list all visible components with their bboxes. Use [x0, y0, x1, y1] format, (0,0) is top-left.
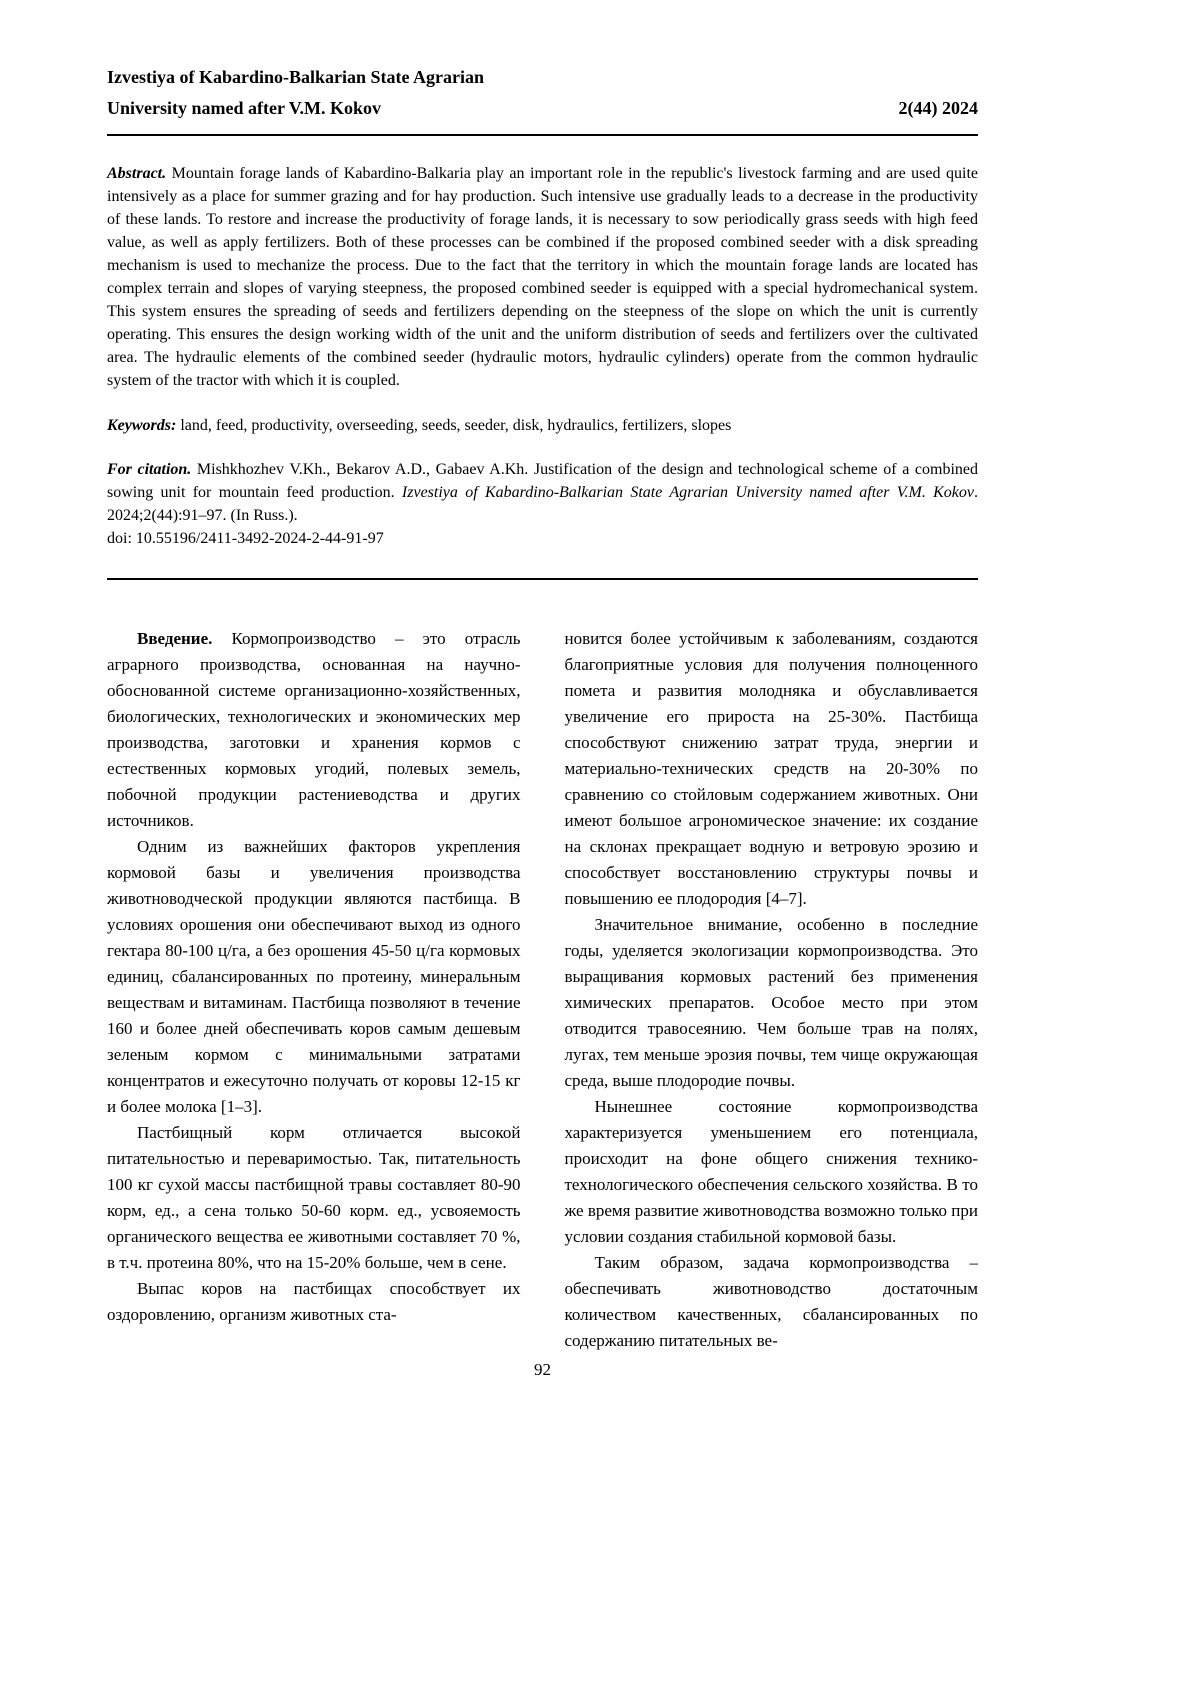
paragraph: Значительное внимание, особенно в последние годы, уделяется экологизации кормопроизводства. Это выращивания кормовых растений без применения химических препаратов. Особое место при этом отводится травосеянию. Чем больше трав на полях, лугах, тем меньше эрозия почвы, тем чище окружающая среда, выше плодородие почвы. [564, 915, 978, 1090]
citation-tail-text: . 2024;2(44):91–97. (In Russ.). [107, 484, 979, 524]
journal-title-row [107, 93, 978, 124]
keywords-paragraph [107, 414, 978, 437]
journal-title-line1: Izvestiya of Kabardino-Balkarian State Agrarian [107, 67, 484, 87]
abstract-text: Mountain forage lands of Kabardino-Balkaria play an important role in the republic's livestock farming and are used quite intensively as a place for summer grazing and for hay production. Such intensive use gradually leads to a decrease in the productivity of these lands. To restore and increase the productivity of forage lands, it is necessary to sow periodically grass seeds with high feed value, as well as apply fertilizers. Both of these processes can be combined if the proposed combined seeder with a disk spreading mechanism is used to mechanize the process. Due to the fact that the territory in which the mountain forage lands are located has complex terrain and slopes of varying steepness, the proposed combined seeder is equipped with a special hydromechanical system. This system ensures the spreading of seeds and fertilizers depending on the steepness of the slope on which the unit is currently operating. This ensures the design working width of the unit and the uniform distribution of seeds and fertilizers over the cultivated area. The hydraulic elements of the combined seeder (hydraulic motors, hydraulic cylinders) operate from the common hydraulic system of the tractor with which it is coupled. [107, 165, 978, 389]
citation-authors-text: Mishkhozhev V.Kh., Bekarov A.D., Gabaev A.Kh. Justification of the design and technological scheme of a combined sowing unit for mountain feed production. [107, 461, 978, 501]
doi-line: doi: 10.55196/2411-3492-2024-2-44-91-97 [107, 530, 384, 547]
citation-label: For citation. [107, 461, 192, 478]
article-body [107, 626, 978, 1354]
paragraph: Выпас коров на пастбищах способствует их оздоровлению, организм животных ста- [107, 1279, 521, 1324]
issue-label: 2(44) 2024 [898, 98, 978, 118]
meta-section [107, 162, 978, 580]
introduction-heading: Введение. [137, 629, 213, 648]
paragraph: Пастбищный корм отличается высокой питательностью и переваримостью. Так, питательность 100 кг сухой массы пастбищной травы составляет 80-90 корм, ед., а сена только 50-60 корм. ед., усвояемость органического вещества ее животными составляет 70 %, в т.ч. протеина 80%, что на 15-20% больше, чем в сене. [107, 1123, 521, 1272]
abstract-paragraph [107, 162, 978, 392]
journal-title-line2: University named after V.M. Kokov [107, 98, 381, 118]
paragraph: Одним из важнейших факторов укрепления кормовой базы и увеличения производства животноводческой продукции являются пастбища. В условиях орошения они обеспечивают выход из одного гектара 80-100 ц/га, а без орошения 45-50 ц/га кормовых единиц, сбалансированных по протеину, минеральным веществам и витаминам. Пастбища позволяют в течение 160 и более дней обеспечивать коров самым дешевым зеленым кормом с минимальными затратами концентратов и ежесуточно получать от коровы 12-15 кг и более молока [1–3]. [107, 837, 521, 1116]
page-header [107, 62, 978, 136]
paragraph: Нынешнее состояние кормопроизводства характеризуется уменьшением его потенциала, происходит на фоне общего снижения технико-технологического обеспечения сельского хозяйства. В то же время развитие животноводства возможно только при условии создания стабильной кормовой базы. [564, 1097, 978, 1246]
keywords-text: land, feed, productivity, overseeding, seeds, seeder, disk, hydraulics, fertilizers, slopes [176, 417, 732, 434]
paragraph: Таким образом, задача кормопроизводства – обеспечивать животноводство достаточным количеством качественных, сбалансированных по содержанию питательных ве- [564, 1253, 978, 1350]
paragraph-continuation: новится более устойчивым к заболеваниям, создаются благоприятные условия для получения полноценного помета и развития молодняка и обуславливается увеличение его прироста на 25-30%. Пастбища способствуют снижению затрат труда, энергии и материально-технических средств на 20-30% по сравнению со стойловым содержанием животных. Они имеют большое агрономическое значение: их создание на склонах прекращает водную и ветровую эрозию и способствует восстановлению структуры почвы и повышению ее плодородия [4–7]. [564, 629, 978, 908]
section-divider-rule [107, 578, 978, 580]
abstract-label: Abstract. [107, 165, 167, 182]
body-column-left [107, 626, 521, 1354]
keywords-label: Keywords: [107, 417, 177, 434]
citation-journal-name: Izvestiya of Kabardino-Balkarian State Agrarian University named after V.M. Kokov [401, 484, 975, 501]
paragraph-text: Кормопроизводство – это отрасль аграрного производства, основанная на научно-обоснованной системе организационно-хозяйственных, биологических, технологических и экономических мер производства, заготовки и хранения кормов с естественных кормовых угодий, полевых земель, побочной продукции растениеводства и других источников. [107, 629, 521, 830]
page-number: 92 [534, 1360, 551, 1379]
paragraph-introduction [107, 626, 521, 834]
header-rule [107, 134, 978, 136]
body-column-right [565, 626, 979, 1354]
citation-paragraph [107, 458, 978, 527]
